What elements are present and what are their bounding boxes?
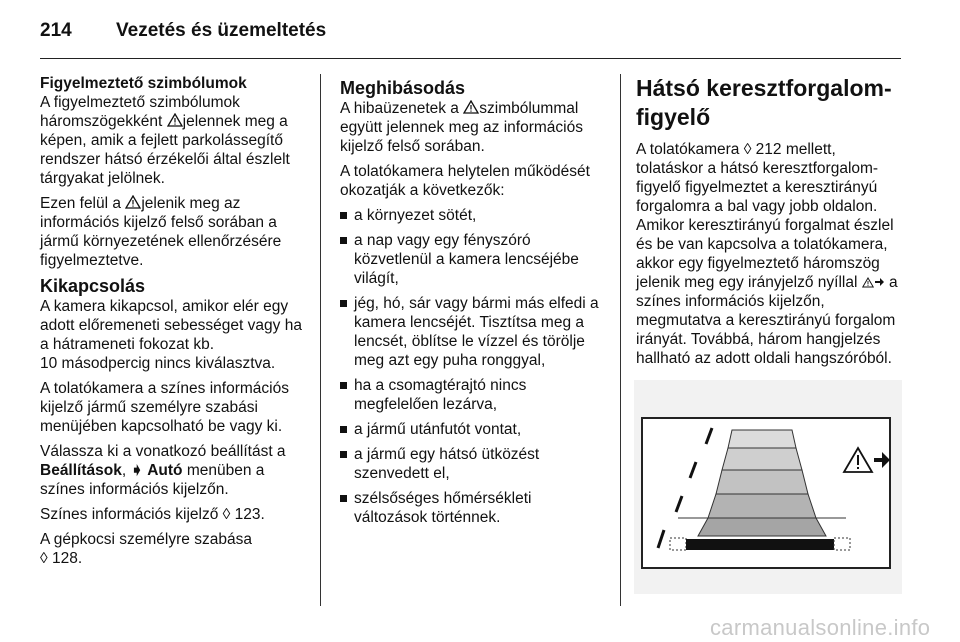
column-middle	[340, 74, 608, 533]
list-item: a nap vagy egy fényszóró közvetlenül a kamera lencséjébe világít,	[340, 231, 608, 288]
chapter-title: Vezetés és üzemeltetés	[116, 20, 327, 41]
heading-rear-cross-traffic: Hátsó keresztforgalom-figyelő	[636, 75, 892, 130]
direction-arrow-icon	[874, 275, 885, 288]
menu-settings: Beállítások	[40, 462, 122, 479]
list-item: a környezet sötét,	[340, 206, 608, 225]
warning-triangle-icon	[125, 195, 141, 209]
paragraph: 10 másodpercig nincs kiválasztva.	[40, 355, 276, 372]
list-item: ha a csomagtérajtó nincs megfelelően lezárva,	[340, 376, 608, 414]
page-header	[40, 20, 900, 46]
list-item: szélsőséges hőmérsékleti változások történnek.	[340, 489, 608, 527]
menu-auto: Autó	[143, 462, 183, 479]
rear-camera-illustration	[634, 380, 902, 594]
list-item: a jármű utánfutót vontat,	[340, 420, 608, 439]
paragraph: A gépkocsi személyre szabása	[40, 531, 252, 548]
paragraph: A kamera kikapcsol, amikor elér egy adott előremeneti sebességet vagy ha a hátrameneti fokozat kb.	[40, 298, 302, 353]
warning-triangle-icon	[463, 100, 479, 114]
list-item: jég, hó, sár vagy bármi más elfedi a kamera lencséjét. Tisztítsa meg a lencsét, öblítse le vízzel és törölje meg azt egy puha ronggyal,	[340, 294, 608, 370]
paragraph: Válassza ki a vonatkozó beállítást a Beállítások, ➧ Autó menüben a színes információs kijelzőn.	[40, 443, 286, 498]
column-right	[636, 74, 904, 374]
arrow-icon: ➧	[130, 462, 144, 479]
fault-cause-list	[340, 206, 608, 527]
heading-warning-symbols: Figyelmeztető szimbólumok	[40, 75, 247, 92]
column-divider	[620, 74, 621, 606]
column-left	[40, 74, 308, 574]
column-divider	[320, 74, 321, 606]
rear-camera-figure	[634, 380, 902, 594]
watermark: carmanualsonline.info	[710, 615, 931, 640]
heading-switch-off: Kikapcsolás	[40, 276, 146, 296]
paragraph: A tolatókamera helytelen működését okozatják a következők:	[340, 163, 590, 199]
warning-triangle-icon	[862, 277, 874, 288]
paragraph: A tolatókamera ◊ 212 mellett, tolatáskor a hátsó keresztforgalom-figyelő figyelmeztet a keresztirányú forgalomra a bal vagy jobb oldalon. Amikor keresztirányú forgalmat észlel és be van kapcsolva a tolatókamera, akkor egy figyelmeztető háromszög jelenik meg egy irányjelző nyíllal a színes információs kijelzőn, megmutatva a keresztirányú forgalom irányát. Továbbá, három hangjelzés hallható az adott oldali hangszóróból.	[636, 141, 898, 367]
paragraph: Ezen felül a jelenik meg az információs kijelző felső sorában a jármű környezetének ellenőrzésére figyelmeztetve.	[40, 195, 282, 269]
header-rule	[40, 58, 901, 59]
list-item: a jármű egy hátsó ütközést szenvedett el,	[340, 445, 608, 483]
heading-fault: Meghibásodás	[340, 78, 466, 98]
cross-reference: ◊ 128.	[40, 550, 83, 567]
paragraph: A tolatókamera a színes információs kijelző jármű személyre szabási menüjében kapcsolható be vagy ki.	[40, 380, 289, 435]
page-number: 214	[40, 20, 72, 41]
cross-reference: Színes információs kijelző ◊ 123.	[40, 506, 265, 523]
warning-triangle-icon	[167, 113, 183, 127]
paragraph: A figyelmeztető szimbólumok háromszögekként jelennek meg a képen, amik a fejlett parkolássegítő rendszer hátsó érzékelői által észlelt tárgyakat jelölnek.	[40, 94, 290, 187]
paragraph: A hibaüzenetek a szimbólummal együtt jelennek meg az információs kijelző felső sorában.	[340, 100, 583, 155]
